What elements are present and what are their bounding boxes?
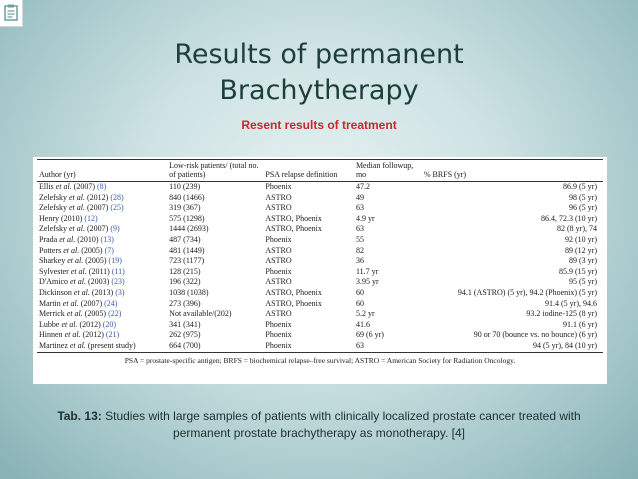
cell-patients: 481 (1449) (169, 245, 205, 255)
table-row (37, 267, 603, 278)
cell-author (37, 193, 167, 204)
cell-author (37, 224, 167, 235)
author-ref: (12) (84, 213, 98, 223)
cell-brfs (422, 214, 603, 225)
cell-patients: 487 (734) (169, 234, 201, 244)
table-row (37, 203, 603, 214)
cell-patients: 196 (322) (169, 277, 201, 287)
cell-author (37, 341, 167, 352)
brfs-value: 91.1 (6 yr) (563, 319, 597, 329)
cell-followup: 47.2 (355, 182, 370, 191)
table-caption (30, 408, 608, 442)
table-row (37, 309, 603, 320)
cell-followup: 55 (355, 234, 364, 244)
slide-title-line2: Brachytherapy (219, 75, 419, 106)
cell-patients: 723 (1177) (169, 256, 205, 266)
col-header-followup: Median followup, mo (355, 161, 414, 179)
cell-followup: 60 (355, 287, 364, 297)
cell-psa: ASTRO (265, 277, 292, 287)
cell-brfs (422, 246, 603, 257)
col-header-brfs: % BRFS (yr) (423, 170, 467, 179)
cell-psa: ASTRO (265, 245, 292, 255)
cell-followup: 41.6 (355, 319, 370, 329)
cell-patients: 575 (1298) (169, 213, 205, 223)
cell-brfs (422, 267, 603, 278)
author-name: Prada et al. (2010) (39, 234, 99, 244)
table-row (37, 256, 603, 267)
cell-author (37, 203, 167, 214)
cell-brfs (422, 182, 603, 193)
table-row (37, 330, 603, 341)
cell-patients: 664 (700) (169, 340, 201, 350)
cell-patients: 262 (975) (169, 330, 201, 340)
table-footnote: PSA = prostate-specific antigen; BRFS = biochemical relapse–free survival; ASTRO = American Society for Radiation Oncology. (124, 355, 516, 365)
cell-author (37, 214, 167, 225)
table-row (37, 341, 603, 352)
cell-psa: ASTRO (265, 309, 292, 319)
author-name: Zelefsky et al. (2007) (39, 224, 109, 234)
brfs-value: 92 (10 yr) (565, 234, 597, 244)
author-ref: (23) (111, 277, 125, 287)
cell-author (37, 267, 167, 278)
cell-followup: 63 (355, 224, 364, 234)
brfs-value: 89 (12 yr) (565, 245, 597, 255)
author-name: Hinnen et al. (2012) (39, 330, 104, 340)
author-ref: (22) (108, 309, 122, 319)
cell-patients: 110 (239) (169, 182, 201, 191)
brfs-value: 86.9 (5 yr) (563, 182, 597, 191)
cell-followup: 5.2 yr (355, 309, 375, 319)
cell-psa: Phoenix (265, 266, 292, 276)
cell-followup: 63 (355, 340, 364, 350)
cell-psa: ASTRO, Phoenix (265, 287, 322, 297)
cell-brfs (422, 224, 603, 235)
cell-patients: 128 (215) (169, 266, 201, 276)
table-row (37, 193, 603, 204)
cell-brfs (422, 330, 603, 341)
author-name: Merrick et al. (2005) (39, 309, 107, 319)
author-ref: (20) (102, 319, 117, 329)
notes-icon[interactable] (0, 0, 23, 27)
results-table-image (33, 157, 607, 384)
author-ref: (25) (110, 203, 124, 213)
cell-psa: Phoenix (265, 234, 292, 244)
cell-psa: Phoenix (265, 319, 292, 329)
results-table (37, 159, 603, 353)
cell-brfs (422, 288, 603, 299)
cell-psa: ASTRO (265, 192, 292, 202)
cell-author (37, 256, 167, 267)
cell-followup: 4.9 yr (355, 213, 375, 223)
cell-psa: ASTRO (265, 203, 292, 213)
cell-psa: ASTRO, Phoenix (265, 213, 322, 223)
cell-followup: 63 (355, 203, 364, 213)
cell-brfs (422, 256, 603, 267)
author-ref: (24) (104, 298, 118, 308)
cell-followup: 69 (6 yr) (355, 330, 384, 340)
cell-psa: ASTRO, Phoenix (265, 224, 322, 234)
brfs-value: 94 (5 yr), 84 (10 yr) (533, 340, 597, 350)
author-name: Zelefsky et al. (2012) (39, 192, 109, 202)
author-name: Ellis et al. (2007) (39, 182, 95, 191)
author-ref: (19) (108, 256, 122, 266)
cell-patients: Not available/(202) (169, 309, 232, 319)
author-ref: (7) (104, 245, 114, 255)
cell-psa: Phoenix (265, 330, 292, 340)
cell-brfs (422, 320, 603, 331)
cell-followup: 82 (355, 245, 364, 255)
author-name: Zelefsky et al. (2007) (39, 203, 109, 213)
caption-text: Studies with large samples of patients with clinically localized prostate cancer treated with permanent prostate brachytherapy as monotherapy. [4] (101, 409, 581, 440)
author-name: Sharkey et al. (2005) (39, 256, 107, 266)
brfs-value: 95 (5 yr) (569, 277, 597, 287)
cell-author (37, 277, 167, 288)
cell-brfs (422, 203, 603, 214)
author-ref: (11) (111, 266, 125, 276)
cell-followup: 36 (355, 256, 364, 266)
author-name: Dickinson et al. (2013) (39, 287, 114, 297)
author-name: Sylvester et al. (2011) (39, 266, 110, 276)
cell-author (37, 235, 167, 246)
slide-subtitle: Resent results of treatment (241, 118, 397, 132)
cell-author (37, 309, 167, 320)
cell-author (37, 288, 167, 299)
brfs-value: 90 or 70 (bounce vs. no bounce) (6 yr) (473, 330, 597, 340)
brfs-value: 89 (3 yr) (569, 256, 597, 266)
author-name: Lubbe et al. (2012) (39, 319, 101, 329)
cell-patients: 1444 (2693) (169, 224, 209, 234)
table-header-row (37, 160, 603, 182)
cell-author (37, 320, 167, 331)
cell-author (37, 330, 167, 341)
cell-patients: 840 (1466) (169, 192, 205, 202)
brfs-value: 96 (5 yr) (569, 203, 597, 213)
cell-followup: 11.7 yr (355, 266, 379, 276)
table-row (37, 299, 603, 310)
table-row (37, 182, 603, 193)
brfs-value: 85.9 (15 yr) (559, 266, 597, 276)
col-header-author: Author (yr) (39, 170, 76, 179)
table-row (37, 288, 603, 299)
brfs-value: 86.4, 72.3 (10 yr) (541, 213, 597, 223)
author-ref: (13) (100, 234, 114, 244)
cell-brfs (422, 299, 603, 310)
cell-brfs (422, 277, 603, 288)
col-header-psa: PSA relapse definition (265, 170, 338, 179)
author-ref: (3) (115, 287, 125, 297)
cell-patients: 1038 (1038) (169, 287, 209, 297)
cell-followup: 3.95 yr (355, 277, 379, 287)
table-row (37, 224, 603, 235)
author-ref: (9) (110, 224, 120, 234)
table-row (37, 214, 603, 225)
cell-psa: ASTRO, Phoenix (265, 298, 322, 308)
cell-patients: 341 (341) (169, 319, 201, 329)
table-row (37, 235, 603, 246)
author-ref: (21) (105, 330, 120, 340)
cell-followup: 60 (355, 298, 364, 308)
cell-psa: Phoenix (265, 340, 292, 350)
notes-icon-glyph (4, 4, 18, 21)
cell-author (37, 299, 167, 310)
cell-brfs (422, 309, 603, 320)
table-row (37, 320, 603, 331)
slide-title-line1: Results of permanent (174, 39, 464, 70)
brfs-value: 98 (5 yr) (569, 192, 597, 202)
author-name: Martin et al. (2007) (39, 298, 103, 308)
brfs-value: 91.4 (5 yr), 94.6 (545, 298, 597, 308)
table-body (37, 182, 603, 353)
cell-patients: 273 (396) (169, 298, 201, 308)
cell-author (37, 182, 167, 193)
author-name: Potters et al. (2005) (39, 245, 103, 255)
cell-author (37, 246, 167, 257)
author-name: Martinez et al. (present study) (39, 340, 136, 350)
cell-followup: 49 (355, 192, 364, 202)
brfs-value: 82 (8 yr), 74 (557, 224, 597, 234)
page-number: 46 (561, 444, 572, 454)
caption-label: Tab. 13: (57, 409, 102, 423)
cell-psa: Phoenix (265, 182, 292, 191)
author-ref: (28) (110, 192, 124, 202)
author-name: Henry (2010) (39, 213, 83, 223)
brfs-value: 93.2 iodine-125 (8 yr) (526, 309, 597, 319)
cell-psa: ASTRO (265, 256, 292, 266)
author-name: D'Amico et al. (2003) (39, 277, 110, 287)
cell-patients: 319 (367) (169, 203, 201, 213)
table-row (37, 246, 603, 257)
author-ref: (8) (97, 182, 107, 191)
cell-brfs (422, 193, 603, 204)
brfs-value: 94.1 (ASTRO) (5 yr), 94.2 (Phoenix) (5 yr) (457, 287, 597, 297)
col-header-patients: Low-risk patients/ (total no. of patients) (169, 161, 259, 179)
cell-brfs (422, 235, 603, 246)
cell-brfs (422, 341, 603, 352)
table-row (37, 277, 603, 288)
